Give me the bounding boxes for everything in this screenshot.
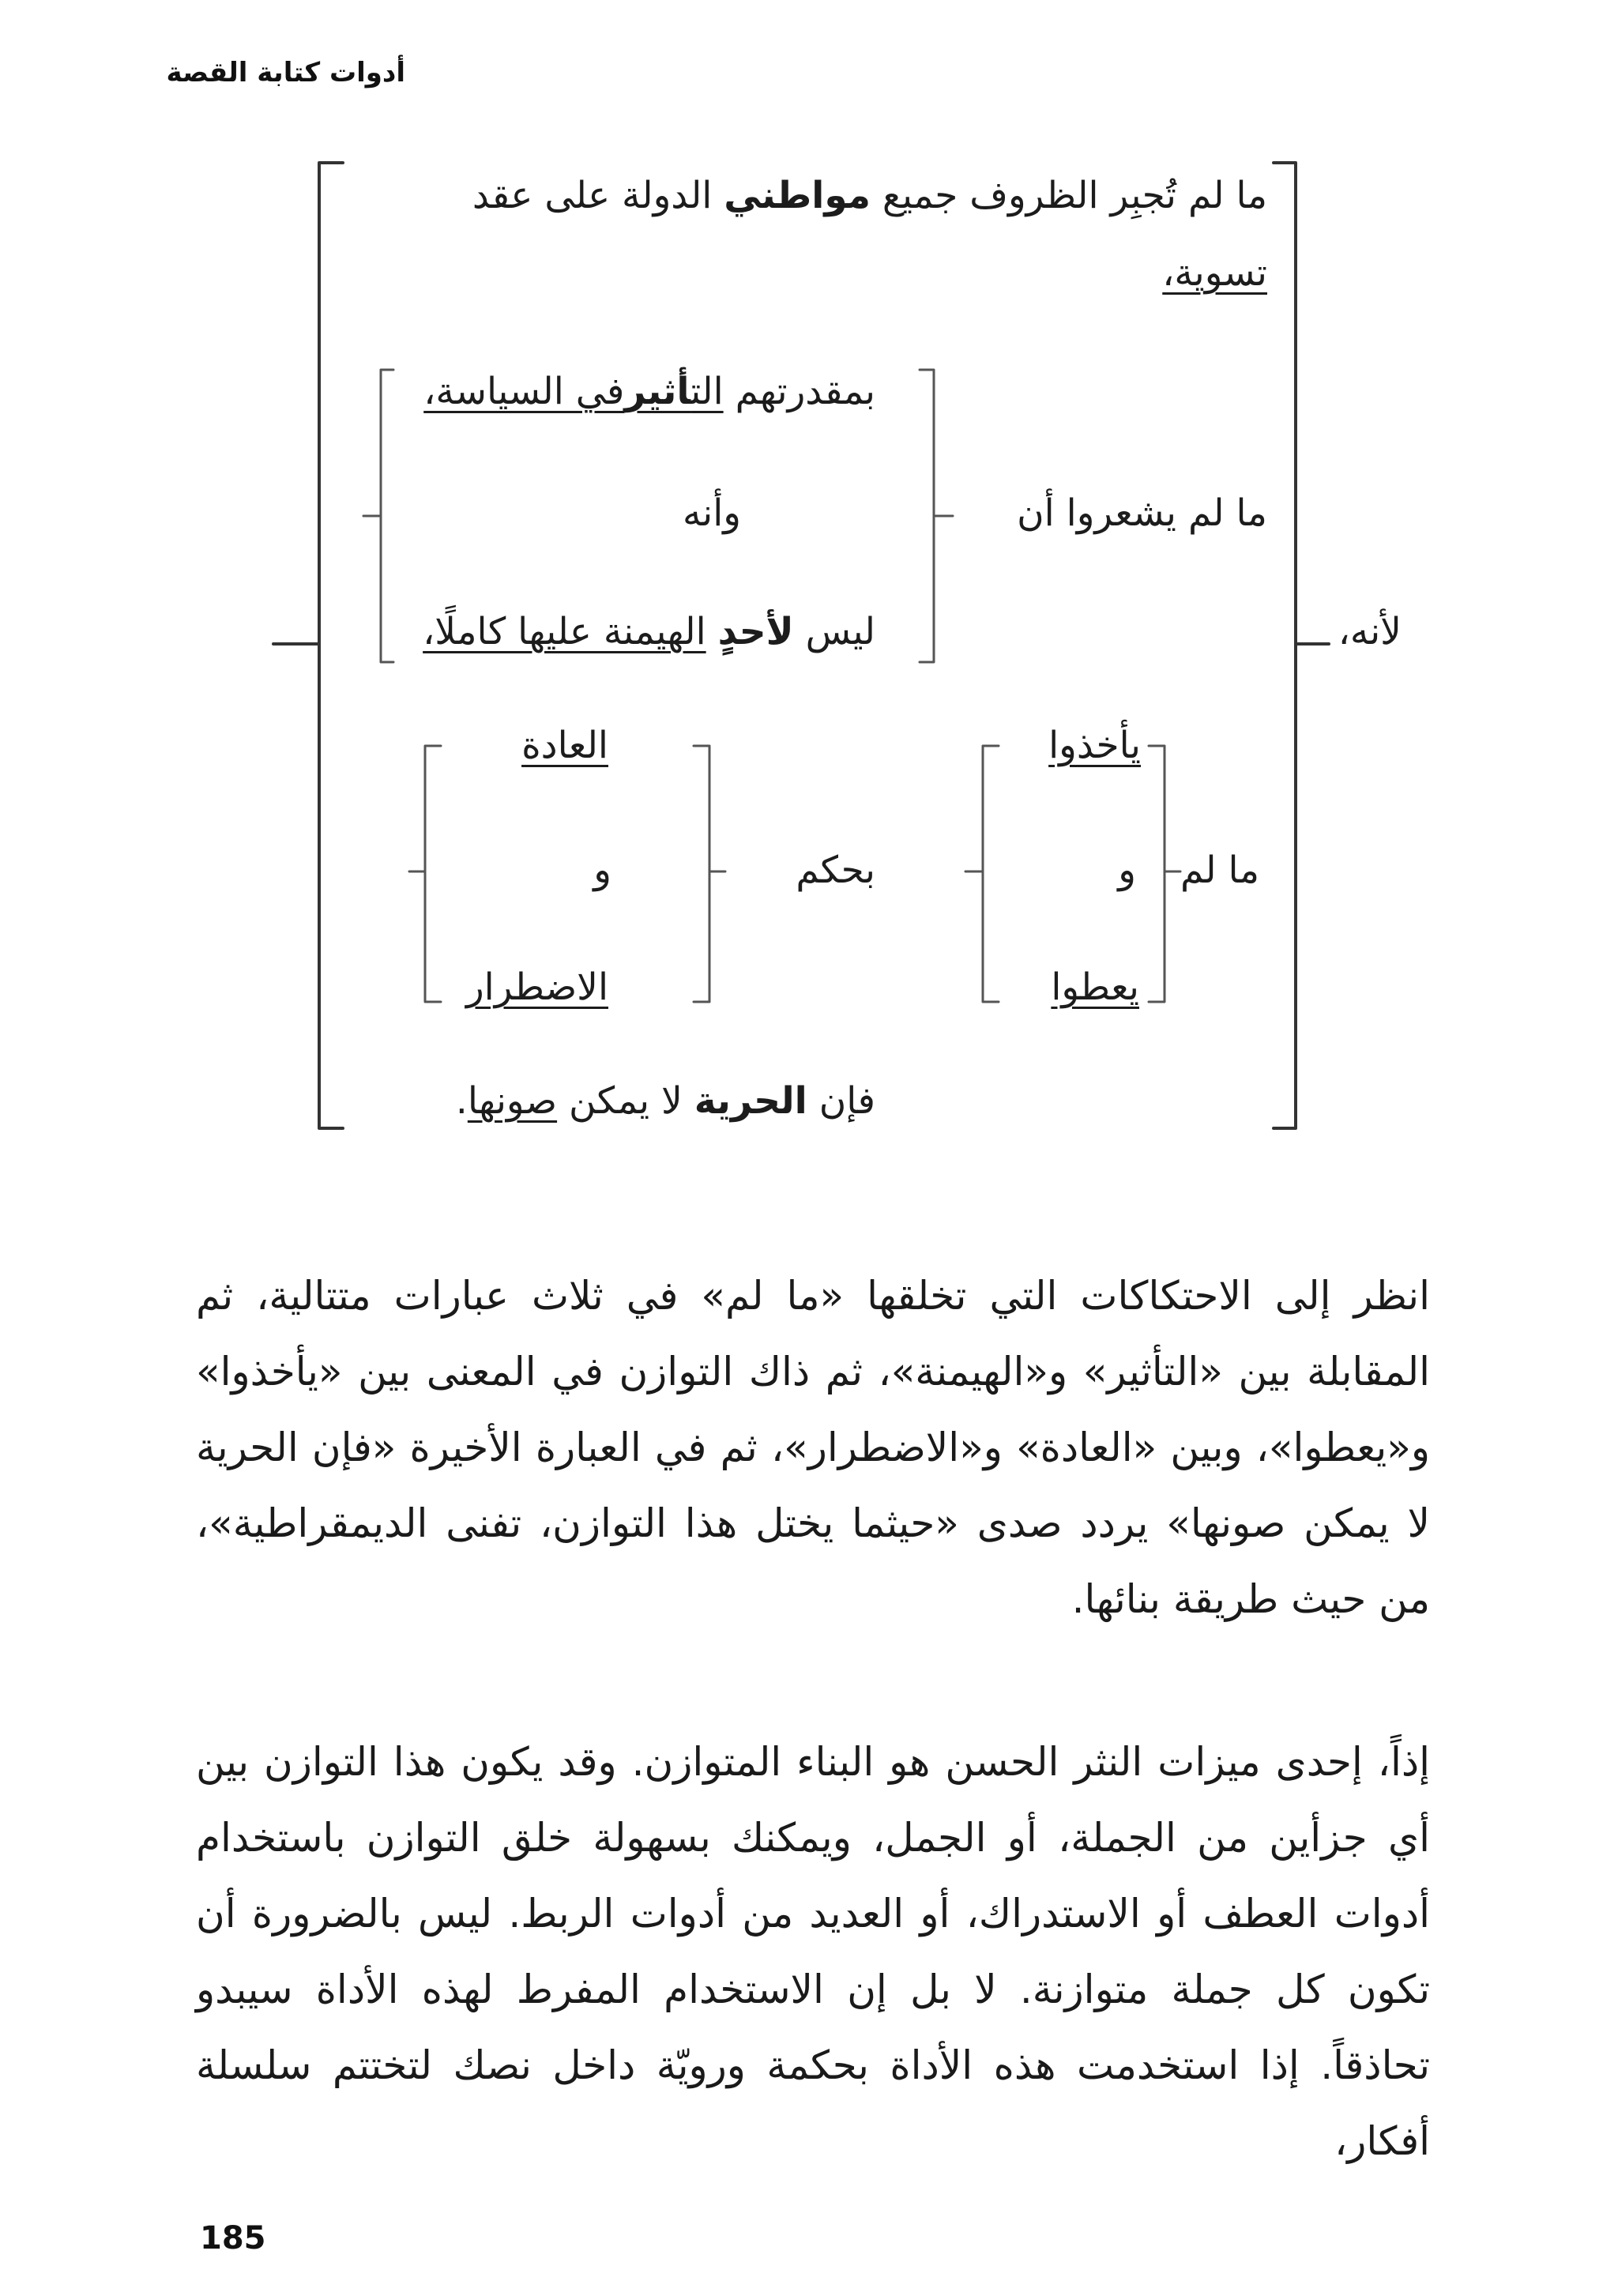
branch-c-lead: ما لم: [1180, 849, 1259, 892]
branch-b-top: [423, 368, 875, 416]
branch-b-bottom-bold: لأحدٍ: [717, 610, 794, 653]
verb-top-text: يأخذوا: [1048, 724, 1141, 767]
running-header: أدوات كتابة القصة: [166, 57, 405, 88]
branch-b-middle: وأنه: [682, 491, 741, 535]
branch-b-bottom-prefix: ليس: [793, 610, 875, 653]
branch-b-right-bracket: [920, 370, 953, 662]
final-u: صونها: [467, 1079, 558, 1123]
noun-bottom-text: الاضطرار: [465, 965, 608, 1009]
verbs-left-bracket: [965, 746, 999, 1002]
branch-b-bottom: [423, 608, 875, 656]
branch-b-lead: ما لم يشعروا أن: [1017, 491, 1267, 535]
nouns-left-bracket: [409, 746, 441, 1002]
body-paragraph-2: إذاً، إحدى ميزات النثر الحسن هو البناء المتوازن. وقد يكون هذا التوازن بين أي جزأين من الجملة، أو الجمل، ويمكنك بسهولة خلق التوازن باستخدام أدوات العطف أو الاستدراك، أو العديد من أدوات الربط. ليس بالضرورة أن تكون كل جملة متوازنة. لا بل إن الاستخدام المفرط لهذه الأداة سيبدو تحاذقاً. إذا استخدمت هذه الأداة بحكمة ورويّة داخل نصك لتختتم سلسلة أفكار،: [196, 1739, 1430, 2164]
final-bold: الحرية: [694, 1079, 807, 1123]
branch-a-line2: [1162, 250, 1267, 297]
branch-b-top-prefix: بمقدرتهم: [723, 370, 875, 413]
verb-bottom-text: يعطوا: [1051, 965, 1139, 1009]
branch-b-top-u2: في السياسة،: [423, 370, 625, 413]
branch-a-line1-bold: مواطني: [724, 174, 871, 217]
final-line: [456, 1078, 875, 1125]
verbs-right-bracket: [1149, 746, 1180, 1002]
branch-a-line1-prefix: ما لم تُجبِر الظروف جميع: [870, 174, 1267, 217]
verb-top: [1048, 722, 1141, 770]
verb-mid: و: [1118, 849, 1136, 892]
verb-bottom: [1051, 964, 1139, 1011]
outer-left-bracket: [273, 163, 343, 1128]
noun-top-text: العادة: [521, 724, 608, 767]
branch-b-left-bracket: [363, 370, 393, 662]
branch-a-line2-text: تسوية،: [1162, 251, 1267, 295]
hukm-label: بحكم: [796, 849, 875, 892]
branch-a-line1: [472, 172, 1267, 220]
outer-right-bracket: [1274, 163, 1329, 1128]
final-middle: لا يمكن: [557, 1079, 694, 1123]
nouns-right-bracket: [694, 746, 725, 1002]
final-prefix: فإن: [807, 1079, 875, 1123]
branch-b-top-bold: أثير: [624, 370, 691, 413]
final-suffix: .: [455, 1079, 468, 1123]
noun-bottom: [466, 964, 608, 1011]
body-paragraph-1: انظر إلى الاحتكاكات التي تخلقها «ما لم» في ثلاث عبارات متتالية، ثم المقابلة بين «التأثير» و«الهيمنة»، ثم ذاك التوازن في المعنى بين «يأخذوا» و«يعطوا»، وبين «العادة» و«الاضطرار»، ثم في العبارة الأخيرة «فإن الحرية لا يمكن صونها» يردد صدى «حيثما يختل هذا التوازن، تفنى الديمقراطية»، من حيث طريقة بنائها.: [196, 1273, 1430, 1622]
branch-b-bottom-u: الهيمنة عليها كاملًا،: [423, 610, 706, 653]
noun-mid: و: [593, 849, 611, 892]
noun-top: [521, 722, 608, 770]
page-number: 185: [200, 2220, 266, 2256]
branch-a-line1-suffix: الدولة على عقد: [472, 174, 724, 217]
branch-b-top-u1: الت: [690, 370, 724, 413]
outer-label: لأنه،: [1338, 610, 1402, 653]
